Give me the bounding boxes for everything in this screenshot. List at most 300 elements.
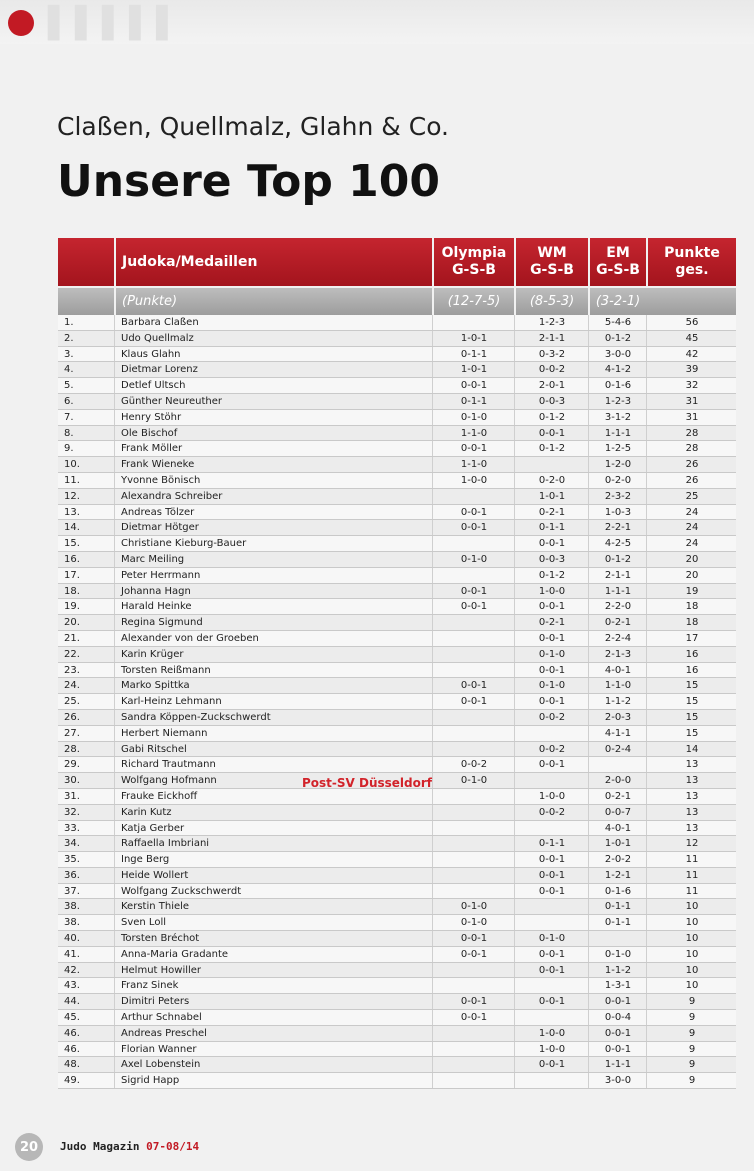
table-row — [58, 789, 736, 805]
punkte-cell: 56 — [685, 317, 699, 328]
olympia-cell: 1-1-0 — [460, 427, 488, 439]
name-cell: Dietmar Hötger — [121, 522, 199, 534]
header-punkte: Punkte ges. — [664, 245, 720, 278]
rank-cell: 44. — [64, 996, 80, 1008]
rank-cell: 49. — [64, 1075, 80, 1087]
wm-cell: 2-1-1 — [538, 332, 566, 344]
em-cell: 2-3-2 — [604, 490, 632, 502]
punkte-cell: 16 — [685, 648, 699, 660]
name-cell: Richard Trautmann — [121, 759, 216, 771]
wm-cell: 0-0-1 — [538, 601, 566, 613]
rank-cell: 34. — [64, 838, 80, 850]
olympia-cell: 1-1-0 — [460, 459, 488, 471]
punkte-cell: 15 — [685, 711, 699, 723]
rank-cell: 40. — [64, 933, 80, 945]
wm-cell: 0-0-1 — [538, 1059, 566, 1071]
wm-cell: 0-0-1 — [538, 948, 566, 960]
table-row — [58, 410, 736, 426]
em-cell: 2-2-0 — [604, 601, 632, 613]
page-number-badge: 20 — [15, 1133, 43, 1161]
olympia-cell: 0-0-1 — [460, 1012, 488, 1024]
rank-cell: 19. — [64, 601, 80, 613]
name-cell: Dietmar Lorenz — [121, 364, 198, 376]
wm-cell: 1-0-0 — [538, 790, 566, 802]
name-cell: Marc Meiling — [121, 553, 185, 565]
em-cell: 1-1-0 — [604, 680, 632, 692]
wm-cell: 0-1-1 — [538, 838, 566, 850]
rank-cell: 16. — [64, 553, 80, 565]
table-row — [58, 663, 736, 679]
rank-cell: 43. — [64, 980, 80, 992]
punkte-cell: 13 — [685, 759, 699, 771]
punkte-cell: 15 — [685, 680, 699, 692]
punkte-cell: 24 — [685, 538, 699, 550]
table-row — [58, 836, 736, 852]
rank-cell: 6. — [64, 395, 74, 407]
wm-cell: 0-0-1 — [538, 869, 566, 881]
wm-cell: 0-1-2 — [538, 411, 566, 423]
olympia-cell: 0-1-1 — [460, 348, 488, 360]
olympia-cell: 0-1-1 — [460, 395, 488, 407]
name-cell: Günther Neureuther — [121, 395, 223, 407]
rank-cell: 30. — [64, 775, 80, 787]
table-row — [58, 915, 736, 931]
rank-cell: 10. — [64, 459, 80, 471]
table-row — [58, 631, 736, 647]
table-row — [58, 978, 736, 994]
rank-cell: 1. — [64, 317, 74, 328]
table-row — [58, 899, 736, 915]
table-row — [58, 647, 736, 663]
em-cell: 0-1-6 — [604, 380, 632, 392]
punkte-cell: 31 — [685, 411, 699, 423]
punkte-cell: 9 — [688, 1059, 696, 1071]
name-cell: Torsten Bréchot — [121, 933, 200, 945]
name-cell: Herbert Niemann — [121, 727, 208, 739]
olympia-cell: 0-0-1 — [460, 601, 488, 613]
olympia-cell: 0-0-1 — [460, 443, 488, 455]
name-cell: Helmut Howiller — [121, 964, 202, 976]
name-cell: Inge Berg — [121, 854, 170, 866]
table-row — [58, 821, 736, 837]
punkte-cell: 10 — [685, 948, 699, 960]
wm-cell: 0-0-3 — [538, 553, 566, 565]
em-cell: 0-2-1 — [604, 617, 632, 629]
wm-cell: 0-1-2 — [538, 569, 566, 581]
wm-cell: 0-0-1 — [538, 632, 566, 644]
rank-cell: 28. — [64, 743, 80, 755]
punkte-cell: 11 — [685, 869, 699, 881]
wm-cell: 0-0-3 — [538, 395, 566, 407]
olympia-cell: 0-0-1 — [460, 522, 488, 534]
punkte-cell: 13 — [685, 806, 699, 818]
header-olympia: Olympia G-S-B — [441, 245, 507, 278]
table-row — [58, 994, 736, 1010]
wm-cell: 0-0-2 — [538, 806, 566, 818]
em-cell: 0-0-1 — [604, 996, 632, 1008]
olympia-cell: 0-1-0 — [460, 917, 488, 929]
olympia-cell: 0-1-0 — [460, 901, 488, 913]
em-cell: 1-1-1 — [604, 1059, 632, 1071]
punkte-cell: 10 — [685, 933, 699, 945]
em-cell: 4-1-1 — [604, 727, 632, 739]
rank-cell: 33. — [64, 822, 80, 834]
em-cell: 1-0-3 — [604, 506, 632, 518]
wm-cell: 1-0-0 — [538, 1043, 566, 1055]
em-cell: 1-2-1 — [604, 869, 632, 881]
em-cell: 1-1-1 — [604, 427, 632, 439]
em-cell: 5-4-6 — [604, 317, 632, 328]
wm-cell: 0-1-1 — [538, 522, 566, 534]
table-body — [58, 315, 736, 1089]
olympia-cell: 0-0-2 — [460, 759, 488, 771]
table-row — [58, 426, 736, 442]
em-cell: 0-0-1 — [604, 1027, 632, 1039]
punkte-cell: 10 — [685, 980, 699, 992]
name-cell: Andreas Preschel — [121, 1027, 207, 1039]
em-cell: 0-1-6 — [604, 885, 632, 897]
em-cell: 0-0-4 — [604, 1012, 632, 1024]
olympia-cell: 0-1-0 — [460, 553, 488, 565]
name-cell: Klaus Glahn — [121, 348, 181, 360]
table-row — [58, 757, 736, 773]
name-cell: Frauke Eickhoff — [121, 790, 198, 802]
rank-cell: 15. — [64, 538, 80, 550]
rank-cell: 4. — [64, 364, 74, 376]
em-cell: 1-2-5 — [604, 443, 632, 455]
name-cell: Alexandra Schreiber — [121, 490, 223, 502]
wm-cell: 1-2-3 — [538, 317, 566, 328]
name-cell: Johanna Hagn — [121, 585, 191, 597]
name-cell: Ole Bischof — [121, 427, 178, 439]
olympia-cell: 0-0-1 — [460, 696, 488, 708]
olympia-cell: 0-1-0 — [460, 775, 488, 787]
red-circle-icon — [8, 10, 34, 36]
wm-cell: 0-0-2 — [538, 743, 566, 755]
table-row — [58, 1073, 736, 1089]
table-row — [58, 742, 736, 758]
magazine-footer — [60, 1140, 199, 1153]
table-row — [58, 584, 736, 600]
name-cell: Detlef Ultsch — [121, 380, 186, 392]
table-row — [58, 726, 736, 742]
em-cell: 2-1-1 — [604, 569, 632, 581]
name-cell: Marko Spittka — [121, 680, 190, 692]
table-row — [58, 505, 736, 521]
rank-cell: 12. — [64, 490, 80, 502]
olympia-cell: 1-0-0 — [460, 474, 488, 486]
wm-cell: 2-0-1 — [538, 380, 566, 392]
name-cell: Kerstin Thiele — [121, 901, 190, 913]
points-wm: (8-5-3) — [529, 294, 575, 309]
em-cell: 4-0-1 — [604, 822, 632, 834]
rank-cell: 38. — [64, 901, 80, 913]
punkte-cell: 15 — [685, 696, 699, 708]
em-cell: 1-2-0 — [604, 459, 632, 471]
article-subtitle: Claßen, Quellmalz, Glahn & Co. — [57, 112, 449, 141]
points-label: (Punkte) — [122, 294, 178, 309]
punkte-cell: 18 — [685, 601, 699, 613]
rank-cell: 22. — [64, 648, 80, 660]
em-cell: 0-2-4 — [604, 743, 632, 755]
name-cell: Heide Wollert — [121, 869, 189, 881]
table-row — [58, 694, 736, 710]
name-cell: Katja Gerber — [121, 822, 185, 834]
olympia-cell: 0-0-1 — [460, 680, 488, 692]
punkte-cell: 9 — [688, 996, 696, 1008]
em-cell: 0-1-2 — [604, 332, 632, 344]
wm-cell: 0-0-1 — [538, 759, 566, 771]
punkte-cell: 17 — [685, 632, 699, 644]
table-row — [58, 457, 736, 473]
wm-cell: 1-0-0 — [538, 1027, 566, 1039]
punkte-cell: 20 — [685, 569, 699, 581]
name-cell: Torsten Reißmann — [121, 664, 211, 676]
rank-cell: 20. — [64, 617, 80, 629]
ranking-table — [58, 238, 736, 1089]
rank-cell: 26. — [64, 711, 80, 723]
punkte-cell: 26 — [685, 459, 699, 471]
table-row — [58, 568, 736, 584]
wm-cell: 0-0-1 — [538, 996, 566, 1008]
table-row — [58, 520, 736, 536]
rank-cell: 18. — [64, 585, 80, 597]
em-cell: 2-0-2 — [604, 854, 632, 866]
punkte-cell: 39 — [685, 364, 699, 376]
punkte-cell: 16 — [685, 664, 699, 676]
table-row — [58, 1057, 736, 1073]
name-cell: Florian Wanner — [121, 1043, 197, 1055]
table-row — [58, 331, 736, 347]
name-cell: Gabi Ritschel — [121, 743, 187, 755]
rank-cell: 38. — [64, 917, 80, 929]
punkte-cell: 9 — [688, 1012, 696, 1024]
punkte-cell: 15 — [685, 727, 699, 739]
table-row — [58, 489, 736, 505]
magazine-issue: 07-08/14 — [146, 1140, 200, 1153]
rank-cell: 37. — [64, 885, 80, 897]
rank-cell: 35. — [64, 854, 80, 866]
rank-cell: 36. — [64, 869, 80, 881]
table-row — [58, 947, 736, 963]
table-row — [58, 315, 736, 331]
olympia-cell: 1-0-1 — [460, 332, 488, 344]
rank-cell: 7. — [64, 411, 74, 423]
wm-cell: 0-0-1 — [538, 664, 566, 676]
wm-cell: 0-0-1 — [538, 427, 566, 439]
em-cell: 1-1-2 — [604, 696, 632, 708]
name-cell: Alexander von der Groeben — [121, 632, 259, 644]
name-cell: Axel Lobenstein — [121, 1059, 201, 1071]
name-cell: Barbara Claßen — [121, 317, 199, 328]
wm-cell: 0-3-2 — [538, 348, 566, 360]
article-title: Unsere Top 100 — [57, 156, 441, 207]
rank-cell: 14. — [64, 522, 80, 534]
wm-cell: 0-2-1 — [538, 506, 566, 518]
punkte-cell: 9 — [688, 1075, 696, 1087]
em-cell: 1-1-2 — [604, 964, 632, 976]
em-cell: 3-0-0 — [604, 1075, 632, 1087]
wm-cell: 0-1-0 — [538, 933, 566, 945]
name-cell: Sven Loll — [121, 917, 167, 929]
em-cell: 2-1-3 — [604, 648, 632, 660]
wm-cell: 0-0-1 — [538, 854, 566, 866]
punkte-cell: 11 — [685, 854, 699, 866]
olympia-cell: 0-0-1 — [460, 585, 488, 597]
page-top-bar — [0, 0, 754, 44]
em-cell: 2-2-4 — [604, 632, 632, 644]
punkte-cell: 14 — [685, 743, 699, 755]
rank-cell: 41. — [64, 948, 80, 960]
punkte-cell: 19 — [685, 585, 699, 597]
table-row — [58, 552, 736, 568]
points-olympia: (12-7-5) — [447, 294, 501, 309]
table-row — [58, 1026, 736, 1042]
rank-cell: 46. — [64, 1027, 80, 1039]
punkte-cell: 10 — [685, 964, 699, 976]
rank-cell: 48. — [64, 1059, 80, 1071]
table-header-row — [58, 238, 736, 286]
table-row — [58, 378, 736, 394]
rank-cell: 3. — [64, 348, 74, 360]
punkte-cell: 13 — [685, 790, 699, 802]
table-row — [58, 362, 736, 378]
em-cell: 0-2-1 — [604, 790, 632, 802]
header-name: Judoka/Medaillen — [122, 253, 258, 270]
rank-cell: 46. — [64, 1043, 80, 1055]
wm-cell: 0-0-1 — [538, 696, 566, 708]
name-cell: Andreas Tölzer — [121, 506, 195, 518]
table-row — [58, 1042, 736, 1058]
table-row — [58, 599, 736, 615]
rank-cell: 13. — [64, 506, 80, 518]
rank-cell: 25. — [64, 696, 80, 708]
table-row — [58, 963, 736, 979]
wm-cell: 0-0-1 — [538, 885, 566, 897]
punkte-cell: 25 — [685, 490, 699, 502]
punkte-cell: 45 — [685, 332, 699, 344]
table-row — [58, 1010, 736, 1026]
olympia-cell: 0-0-1 — [460, 380, 488, 392]
rank-cell: 27. — [64, 727, 80, 739]
wm-cell: 0-0-1 — [538, 964, 566, 976]
em-cell: 2-0-0 — [604, 775, 632, 787]
table-row — [58, 441, 736, 457]
wm-cell: 0-1-2 — [538, 443, 566, 455]
punkte-cell: 9 — [688, 1027, 696, 1039]
table-row — [58, 710, 736, 726]
rank-cell: 24. — [64, 680, 80, 692]
points-em: (3-2-1) — [595, 294, 641, 309]
table-row — [58, 536, 736, 552]
table-row — [58, 347, 736, 363]
punkte-cell: 24 — [685, 506, 699, 518]
table-row — [58, 678, 736, 694]
rank-cell: 17. — [64, 569, 80, 581]
olympia-cell: 0-0-1 — [460, 506, 488, 518]
em-cell: 2-0-3 — [604, 711, 632, 723]
rank-cell: 11. — [64, 474, 80, 486]
punkte-cell: 13 — [685, 775, 699, 787]
rank-cell: 23. — [64, 664, 80, 676]
name-cell: Karin Krüger — [121, 648, 184, 660]
table-row — [58, 852, 736, 868]
em-cell: 4-0-1 — [604, 664, 632, 676]
em-cell: 0-1-1 — [604, 917, 632, 929]
em-cell: 2-2-1 — [604, 522, 632, 534]
punkte-cell: 42 — [685, 348, 699, 360]
em-cell: 0-2-0 — [604, 474, 632, 486]
olympia-cell: 0-0-1 — [460, 948, 488, 960]
em-cell: 4-1-2 — [604, 364, 632, 376]
punkte-cell: 28 — [685, 427, 699, 439]
wm-cell: 0-2-1 — [538, 617, 566, 629]
name-cell: Wolfgang Hofmann — [121, 775, 217, 787]
name-cell: Sandra Köppen-Zuckschwerdt — [121, 711, 271, 723]
olympia-cell: 0-1-0 — [460, 411, 488, 423]
olympia-cell: 0-0-1 — [460, 933, 488, 945]
em-cell: 1-1-1 — [604, 585, 632, 597]
name-cell: Karin Kutz — [121, 806, 172, 818]
table-row — [58, 473, 736, 489]
olympia-cell: 1-0-1 — [460, 364, 488, 376]
rank-cell: 45. — [64, 1012, 80, 1024]
punkte-cell: 20 — [685, 553, 699, 565]
wm-cell: 0-0-2 — [538, 711, 566, 723]
name-cell: Peter Herrmann — [121, 569, 201, 581]
punkte-cell: 10 — [685, 917, 699, 929]
em-cell: 1-0-1 — [604, 838, 632, 850]
name-cell: Sigrid Happ — [121, 1075, 180, 1087]
name-cell: Udo Quellmalz — [121, 332, 194, 344]
em-cell: 0-1-0 — [604, 948, 632, 960]
name-cell: Regina Sigmund — [121, 617, 203, 629]
points-row — [58, 288, 736, 315]
em-cell: 0-0-7 — [604, 806, 632, 818]
punkte-cell: 9 — [688, 1043, 696, 1055]
table-row — [58, 805, 736, 821]
wm-cell: 1-0-0 — [538, 585, 566, 597]
table-row — [58, 931, 736, 947]
punkte-cell: 26 — [685, 474, 699, 486]
olympia-cell: 0-0-1 — [460, 996, 488, 1008]
table-row — [58, 868, 736, 884]
name-cell: Frank Wieneke — [121, 459, 195, 471]
wm-cell: 0-1-0 — [538, 648, 566, 660]
wm-cell: 0-1-0 — [538, 680, 566, 692]
em-cell: 0-1-1 — [604, 901, 632, 913]
rank-cell: 8. — [64, 427, 74, 439]
table-row — [58, 394, 736, 410]
name-cell: Wolfgang Zuckschwerdt — [121, 885, 242, 897]
name-cell: Christiane Kieburg-Bauer — [121, 538, 247, 550]
rank-cell: 32. — [64, 806, 80, 818]
header-em: EM G-S-B — [596, 245, 640, 278]
header-wm: WM G-S-B — [530, 245, 574, 278]
punkte-cell: 10 — [685, 901, 699, 913]
header-rank-cell — [58, 238, 114, 286]
rank-cell: 29. — [64, 759, 80, 771]
punkte-cell: 28 — [685, 443, 699, 455]
table-row — [58, 615, 736, 631]
em-cell: 0-1-2 — [604, 553, 632, 565]
name-cell: Yvonne Bönisch — [121, 474, 201, 486]
em-cell: 3-0-0 — [604, 348, 632, 360]
em-cell: 3-1-2 — [604, 411, 632, 423]
name-cell: Arthur Schnabel — [121, 1012, 202, 1024]
name-cell: Harald Heinke — [121, 601, 192, 613]
rank-cell: 21. — [64, 632, 80, 644]
